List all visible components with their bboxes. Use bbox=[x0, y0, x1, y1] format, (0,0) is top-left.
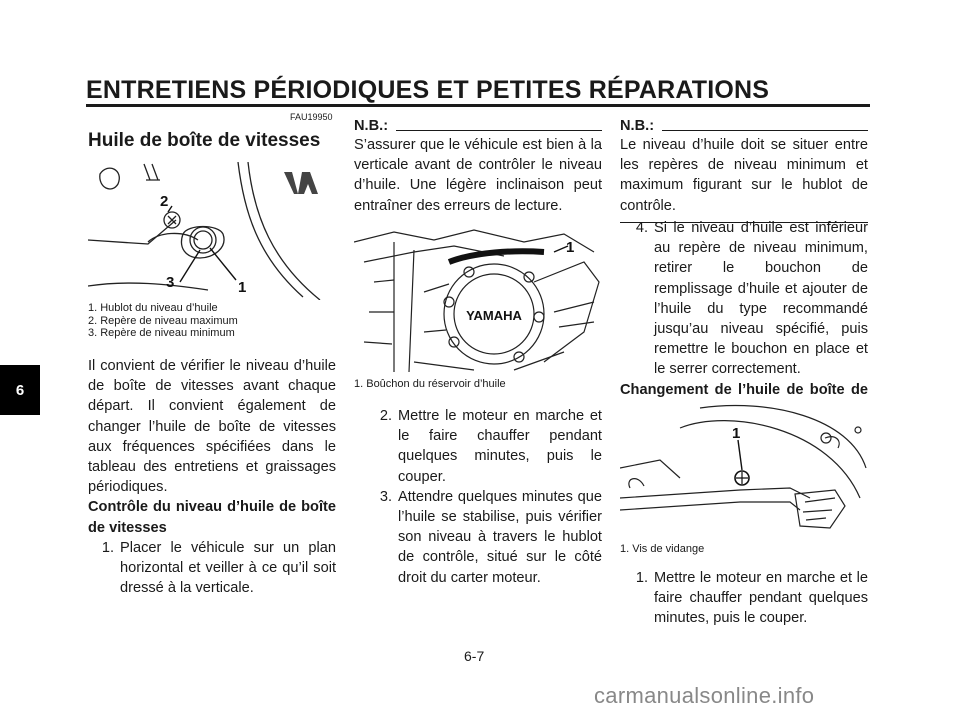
engine-illustration bbox=[354, 222, 602, 372]
section-title: Huile de boîte de vitesses bbox=[88, 130, 321, 151]
note-label: N.B.: bbox=[620, 118, 655, 134]
page-number: 6-7 bbox=[464, 648, 485, 664]
caption-line: 2. Repère de niveau maximum bbox=[88, 314, 238, 327]
list-item bbox=[88, 538, 336, 599]
step-text: Mettre le moteur en marche et le faire chauffer pendant quelques minutes, puis le couper. bbox=[654, 570, 868, 627]
step-number: 3. bbox=[379, 488, 392, 505]
figure3-caption: 1. Vis de vidange bbox=[620, 543, 705, 555]
page-header-title: ENTRETIENS PÉRIODIQUES ET PETITES RÉPARATIONS bbox=[86, 76, 770, 104]
step-text: Placer le véhicule sur un plan horizontal et veiller à ce qu’il soit dressé à la verticale. bbox=[120, 539, 336, 597]
figure2-caption: 1. Boûchon du réservoir d’huile bbox=[354, 378, 506, 390]
drain-bolt-illustration bbox=[620, 398, 868, 536]
figure-oil-level-window bbox=[88, 162, 336, 300]
intro-paragraph: Il convient de vérifier le niveau d’huile de boîte de vitesses avant chaque départ. Il convient également de changer l’huile de boîte de vitesses aux fréquences spécifiées dans le tableau des entretiens et graissages périodiques. bbox=[88, 358, 336, 496]
subheading-oil-change: Changement de l’huile de boîte de bbox=[620, 381, 868, 398]
callout-2: 2 bbox=[160, 193, 169, 210]
column-1-body bbox=[88, 356, 336, 598]
watermark: carmanualsonline.info bbox=[594, 683, 815, 708]
oil-window-illustration bbox=[88, 162, 336, 300]
step-number: 4. bbox=[635, 220, 648, 236]
note-rule bbox=[662, 130, 868, 131]
step-text: Si le niveau d’huile est inférieur au repère de niveau minimum, retirer le bouchon de remplissage d’huile et ajouter de l’huile du type recommandé jusqu’au niveau spécifié, puis remettre le bouchon en place et le serrer correctement. bbox=[654, 220, 868, 378]
header-rule bbox=[86, 104, 870, 107]
chapter-tab[interactable]: 6 bbox=[0, 365, 40, 415]
note-label: N.B.: bbox=[354, 118, 389, 134]
column-3-step1 bbox=[620, 568, 868, 629]
callout-1: 1 bbox=[566, 239, 575, 256]
step-number: 1. bbox=[635, 570, 648, 586]
note-rule bbox=[396, 130, 602, 131]
step-text: Mettre le moteur en marche et le faire chauffer pendant quelques minutes, puis le couper. bbox=[398, 408, 602, 485]
note-box-2 bbox=[620, 118, 868, 223]
column-3-step4 bbox=[620, 218, 868, 420]
callout-1: 1 bbox=[238, 279, 247, 296]
note-text: S’assurer que le véhicule est bien à la verticale avant de contrôler le niveau d’huile. Une légère inclinaison peut entraîner des erreurs de lecture. bbox=[354, 137, 602, 214]
step-text: Attendre quelques minutes que l’huile se stabilise, puis vérifier son niveau à travers le hublot de contrôle, situé sur le côté droit du carter moteur. bbox=[398, 488, 602, 586]
list-item bbox=[620, 218, 868, 380]
figure1-captions bbox=[88, 302, 338, 340]
yamaha-logo: YAMAHA bbox=[466, 308, 522, 323]
caption-line: 1. Hublot du niveau d’huile bbox=[88, 302, 218, 314]
note-box-1 bbox=[354, 118, 602, 223]
step-number: 2. bbox=[379, 408, 392, 424]
list-item bbox=[620, 568, 868, 629]
step-number: 1. bbox=[101, 539, 114, 556]
subheading-level-check: Contrôle du niveau d’huile de boîte de vitesses bbox=[88, 499, 336, 536]
figure-oil-tank-cap bbox=[354, 222, 602, 372]
caption-line: 3. Repère de niveau minimum bbox=[88, 327, 235, 339]
figure-drain-bolt bbox=[620, 398, 868, 536]
list-item bbox=[354, 406, 602, 487]
column-2-steps bbox=[354, 406, 602, 588]
list-item bbox=[354, 487, 602, 588]
note-text: Le niveau d’huile doit se situer entre les repères de niveau minimum et maximum figurant sur le hublot de contrôle. bbox=[620, 137, 868, 214]
callout-1: 1 bbox=[732, 425, 741, 442]
callout-3: 3 bbox=[166, 274, 175, 291]
document-code: FAU19950 bbox=[290, 112, 333, 122]
